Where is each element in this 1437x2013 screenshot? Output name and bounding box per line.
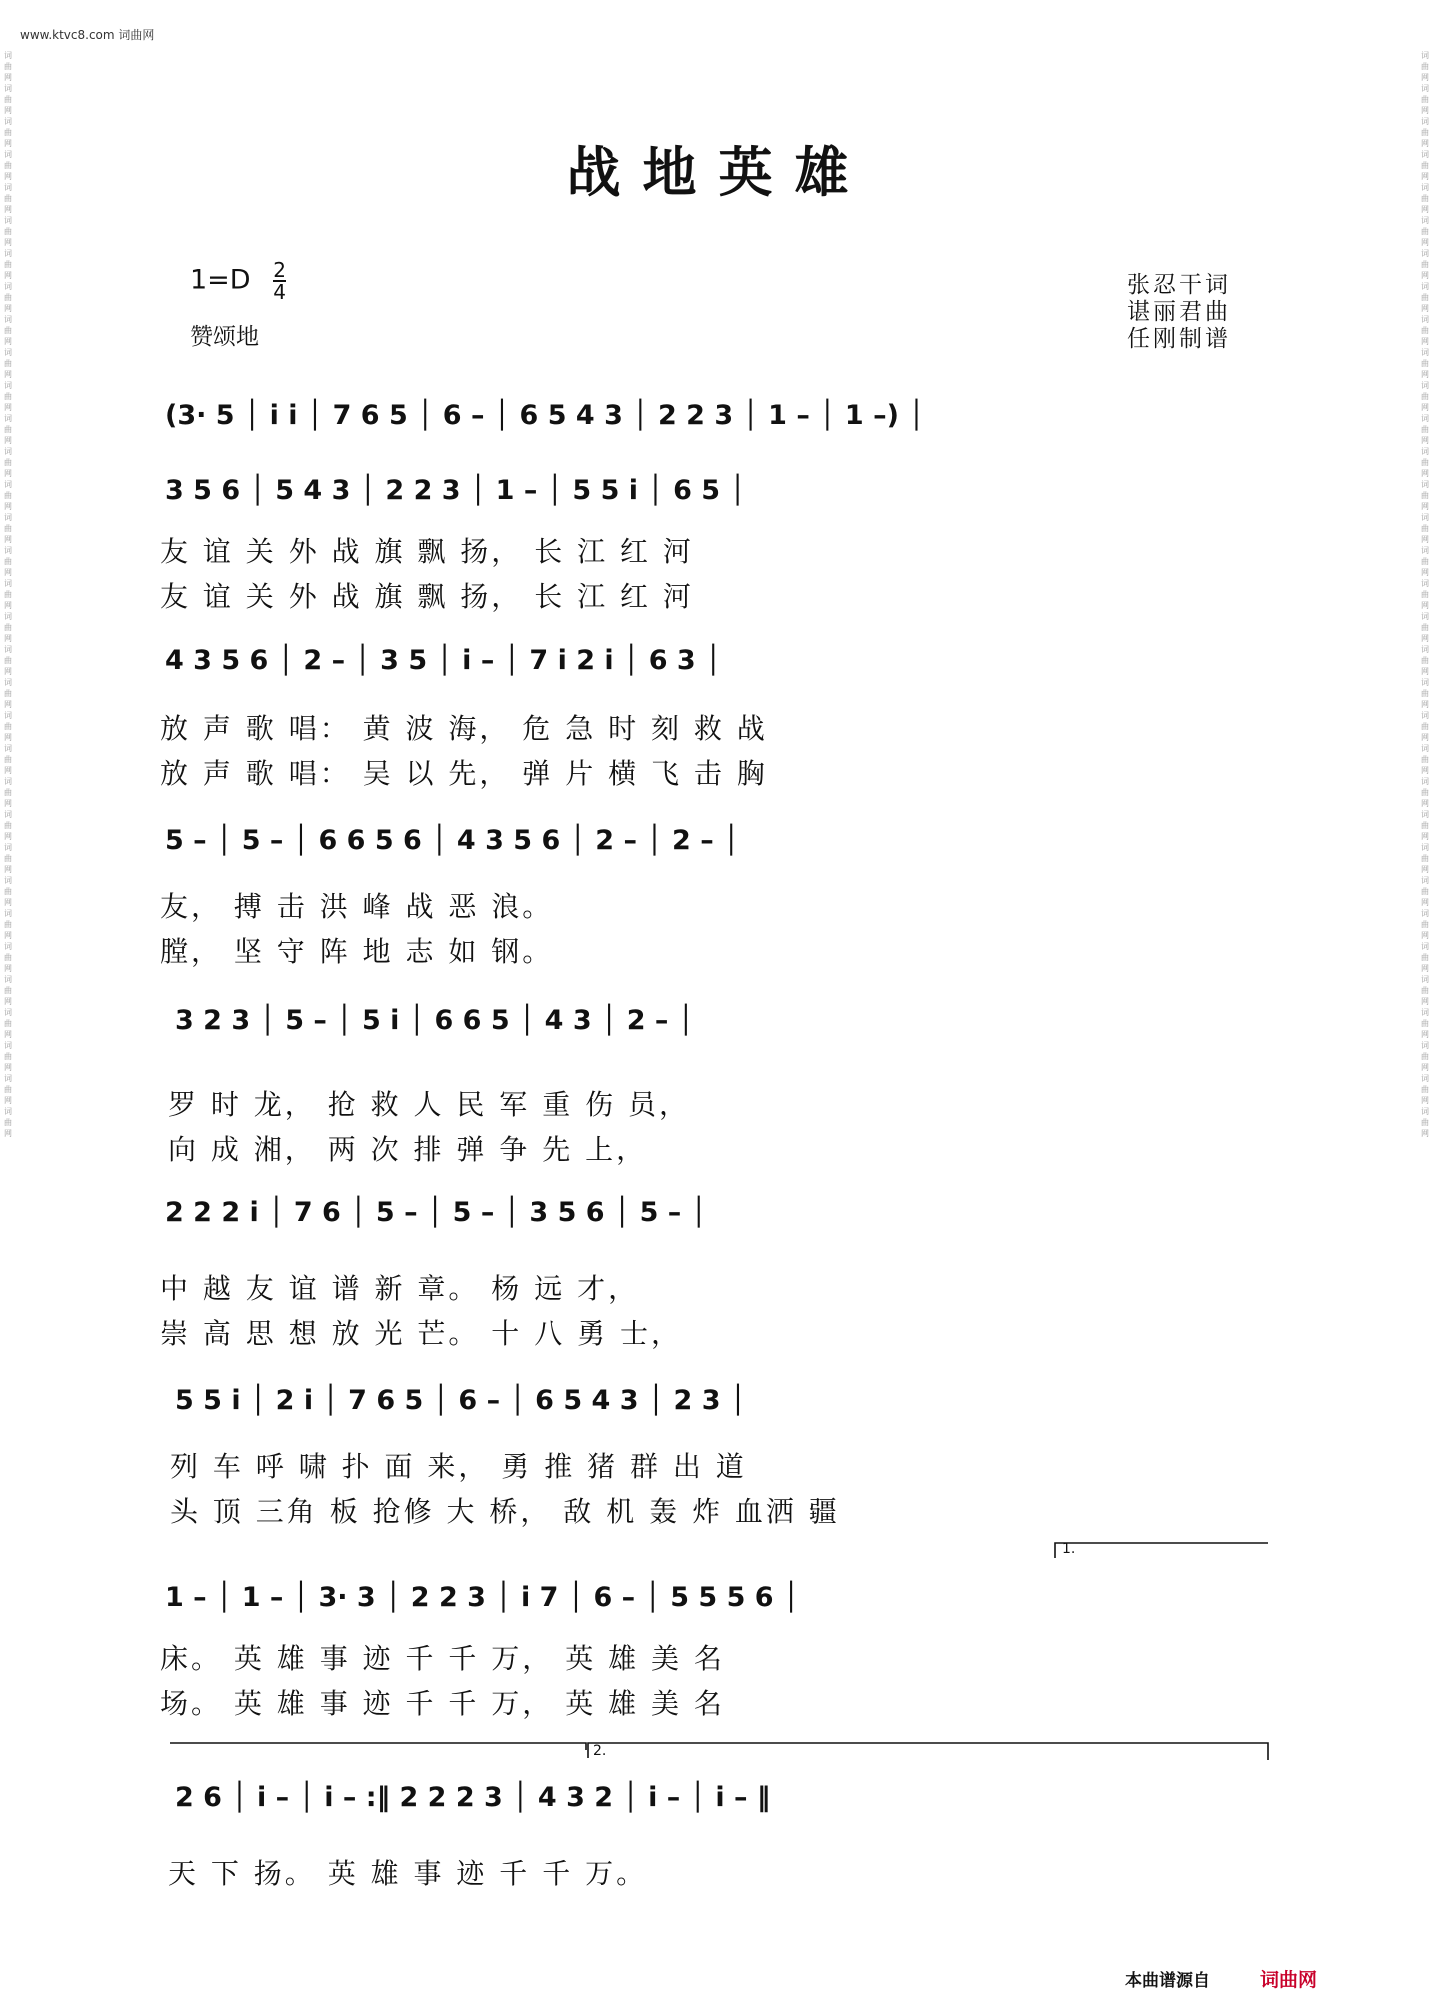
site-url: www.ktvc8.com 词曲网: [20, 28, 155, 42]
volta-2-start-line: [170, 1743, 586, 1750]
watermark-left: 词曲网词曲网词曲网词曲网词曲网词曲网词曲网词曲网词曲网词曲网词曲网词曲网词曲网词曲网词曲网词曲网词曲网词曲网词曲网词曲网词曲网词曲网词曲网词曲网词曲网词曲网词曲网词曲网词曲网词曲网词曲网词曲网词曲网: [4, 51, 12, 1138]
watermark-right: 词曲网词曲网词曲网词曲网词曲网词曲网词曲网词曲网词曲网词曲网词曲网词曲网词曲网词曲网词曲网词曲网词曲网词曲网词曲网词曲网词曲网词曲网词曲网词曲网词曲网词曲网词曲网词曲网词曲网词曲网词曲网词曲网词曲网: [1421, 51, 1429, 1138]
score-line-6: 2 2 2 i │ 7 6 │ 5 – │ 5 – │ 3 5 6 │ 5 – │: [165, 1197, 707, 1228]
volta-1-bracket: [1055, 1543, 1268, 1558]
lyric-line-7-verse-2: 头 顶 三角 板 抢修 大 桥， 敌 机 轰 炸 血洒 疆: [170, 1495, 840, 1528]
tempo-marking: 赞颂地: [190, 324, 259, 350]
score-line-8: 1 – │ 1 – │ 3· 3 │ 2 2 3 │ i 7 │ 6 – │ 5 5 5 6 │: [165, 1582, 800, 1613]
lyricist-credit: 张忍干词: [1127, 272, 1231, 298]
time-bottom: 4: [273, 280, 286, 304]
lyric-line-8-verse-1: 床。 英 雄 事 迹 千 千 万， 英 雄 美 名: [160, 1642, 725, 1675]
composer-credit: 谌丽君曲: [1127, 299, 1231, 325]
time-top: 2: [273, 258, 286, 282]
volta-1-label: 1.: [1062, 1541, 1076, 1557]
footer-brand[interactable]: 词曲网: [1259, 1969, 1317, 1991]
arranger-credit: 任刚制谱: [1127, 326, 1231, 352]
volta-2-label: 2.: [593, 1743, 607, 1759]
score-line-5: 3 2 3 │ 5 – │ 5 i │ 6 6 5 │ 4 3 │ 2 – │: [175, 1005, 695, 1036]
lyric-line-3-verse-2: 放 声 歌 唱： 吴 以 先， 弹 片 横 飞 击 胸: [160, 757, 768, 790]
lyric-line-3-verse-1: 放 声 歌 唱： 黄 波 海， 危 急 时 刻 救 战: [160, 712, 768, 745]
score-line-9: 2 6 │ i – │ i – :‖ 2 2 2 3 │ 4 3 2 │ i – │ i – ‖: [175, 1782, 771, 1813]
score-line-4: 5 – │ 5 – │ 6 6 5 6 │ 4 3 5 6 │ 2 – │ 2 – │: [165, 825, 740, 856]
lyric-line-2-verse-2: 友 谊 关 外 战 旗 飘 扬， 长 江 红 河: [160, 580, 694, 613]
lyric-line-8-verse-2: 场。 英 雄 事 迹 千 千 万， 英 雄 美 名: [160, 1687, 725, 1720]
lyric-line-5-verse-1: 罗 时 龙， 抢 救 人 民 军 重 伤 员，: [168, 1088, 691, 1121]
key-label: 1=D: [190, 264, 251, 296]
score-line-1: (3· 5 │ i i │ 7 6 5 │ 6 – │ 6 5 4 3 │ 2 2 3 │ 1 – │ 1 –) │: [165, 400, 925, 431]
score-line-3: 4 3 5 6 │ 2 – │ 3 5 │ i – │ 7 i 2 i │ 6 3 │: [165, 645, 722, 676]
footer-source: 本曲谱源自: [1124, 1971, 1210, 1991]
song-title: 战地英雄: [566, 140, 871, 204]
lyric-line-4-verse-2: 膛， 坚 守 阵 地 志 如 钢。: [160, 935, 554, 968]
volta-2-bracket: [588, 1743, 1268, 1760]
lyric-line-2-verse-1: 友 谊 关 外 战 旗 飘 扬， 长 江 红 河: [160, 535, 694, 568]
lyric-line-9-verse-1: 天 下 扬。 英 雄 事 迹 千 千 万。: [168, 1857, 648, 1890]
score-line-7: 5 5 i │ 2 i │ 7 6 5 │ 6 – │ 6 5 4 3 │ 2 3 │: [175, 1385, 747, 1416]
footer-credit: [1125, 1965, 1317, 1992]
lyric-line-7-verse-1: 列 车 呼 啸 扑 面 来， 勇 推 猪 群 出 道: [170, 1450, 747, 1483]
lyric-line-6-verse-2: 崇 高 思 想 放 光 芒。 十 八 勇 士，: [160, 1317, 683, 1350]
score-line-2: 3 5 6 │ 5 4 3 │ 2 2 3 │ 1 – │ 5 5 i │ 6 5 │: [165, 475, 746, 506]
lyric-line-5-verse-2: 向 成 湘， 两 次 排 弹 争 先 上，: [168, 1133, 648, 1166]
lyric-line-6-verse-1: 中 越 友 谊 谱 新 章。 杨 远 才，: [160, 1272, 640, 1305]
lyric-line-4-verse-1: 友， 搏 击 洪 峰 战 恶 浪。: [160, 890, 554, 923]
